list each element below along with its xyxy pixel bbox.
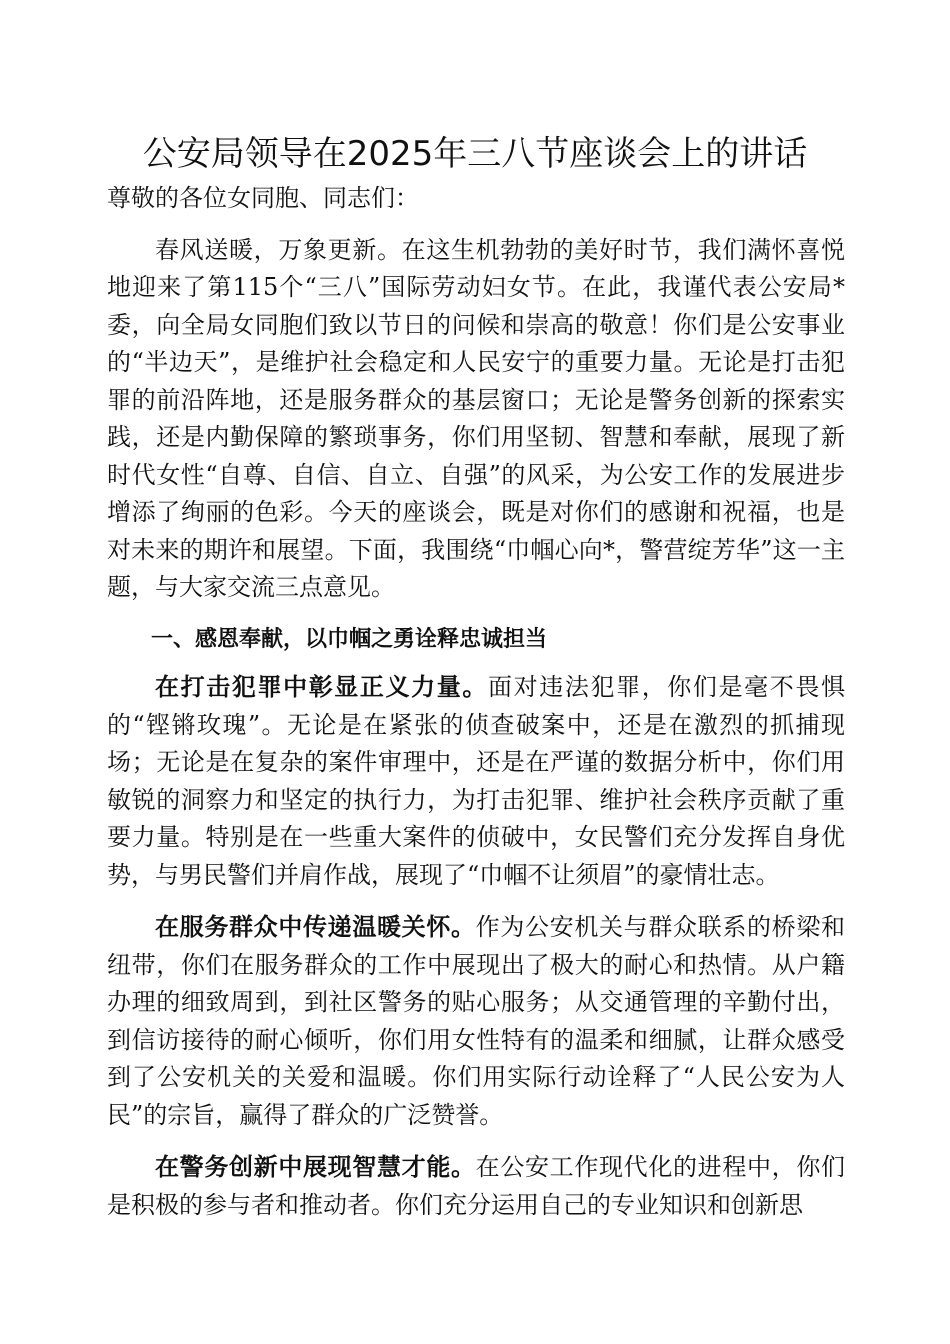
section-heading: 一、感恩奉献，以巾帼之勇诠释忠诚担当 [151,626,548,652]
document-body [107,180,845,1224]
paragraph-lead: 在打击犯罪中彰显正义力量。 [155,672,488,701]
paragraph-justice [107,668,845,894]
salutation: 尊敬的各位女同胞、同志们： [107,184,419,212]
paragraph-text: 在公安工作现代化的进程中，你们是积极的参与者和推动者。你们充分运用自己的专业知识和创新思 [107,1153,846,1219]
document-title: 公安局领导在2025年三八节座谈会上的讲话 [142,134,808,174]
paragraph-text: 作为公安机关与群众联系的桥梁和纽带，你们在服务群众的工作中展现出了极大的耐心和热情。从户籍办理的细致周到，到社区警务的贴心服务；从交通管理的辛勤付出，到信访接待的耐心倾听，你们用女性特有的温柔和细腻，让群众感受到了公安机关的关爱和温暖。你们用实际行动诠释了“人民公安为人民”的宗旨，赢得了群众的广泛赞誉。 [107,913,846,1129]
intro-paragraph: 春风送暖，万象更新。在这生机勃勃的美好时节，我们满怀喜悦地迎来了第115个“三八”国际劳动妇女节。在此，我谨代表公安局*委，向全局女同胞们致以节日的问候和崇高的敬意！你们是公安事业的“半边天”，是维护社会稳定和人民安宁的重要力量。无论是打击犯罪的前沿阵地，还是服务群众的基层窗口；无论是警务创新的探索实践，还是内勤保障的繁琐事务，你们用坚韧、智慧和奉献，展现了新时代女性“自尊、自信、自立、自强”的风采，为公安工作的发展进步增添了绚丽的色彩。今天的座谈会，既是对你们的感谢和祝福，也是对未来的期许和展望。下面，我围绕“巾帼心向*，警营绽芳华”这一主题，与大家交流三点意见。 [107,235,845,601]
paragraph-text: 面对违法犯罪，你们是毫不畏惧的“铿锵玫瑰”。无论是在紧张的侦查破案中，还是在激烈的抓捕现场；无论是在复杂的案件审理中，还是在严谨的数据分析中，你们用敏锐的洞察力和坚定的执行力，为打击犯罪、维护社会秩序贡献了重要力量。特别是在一些重大案件的侦破中，女民警们充分发挥自身优势，与男民警们并肩作战，展现了“巾帼不让须眉”的豪情壮志。 [107,673,845,889]
paragraph-innovation [107,1148,845,1224]
paragraph-lead: 在警务创新中展现智慧才能。 [155,1152,476,1181]
paragraph-service [107,908,845,1134]
paragraph-lead: 在服务群众中传递温暖关怀。 [155,912,476,941]
